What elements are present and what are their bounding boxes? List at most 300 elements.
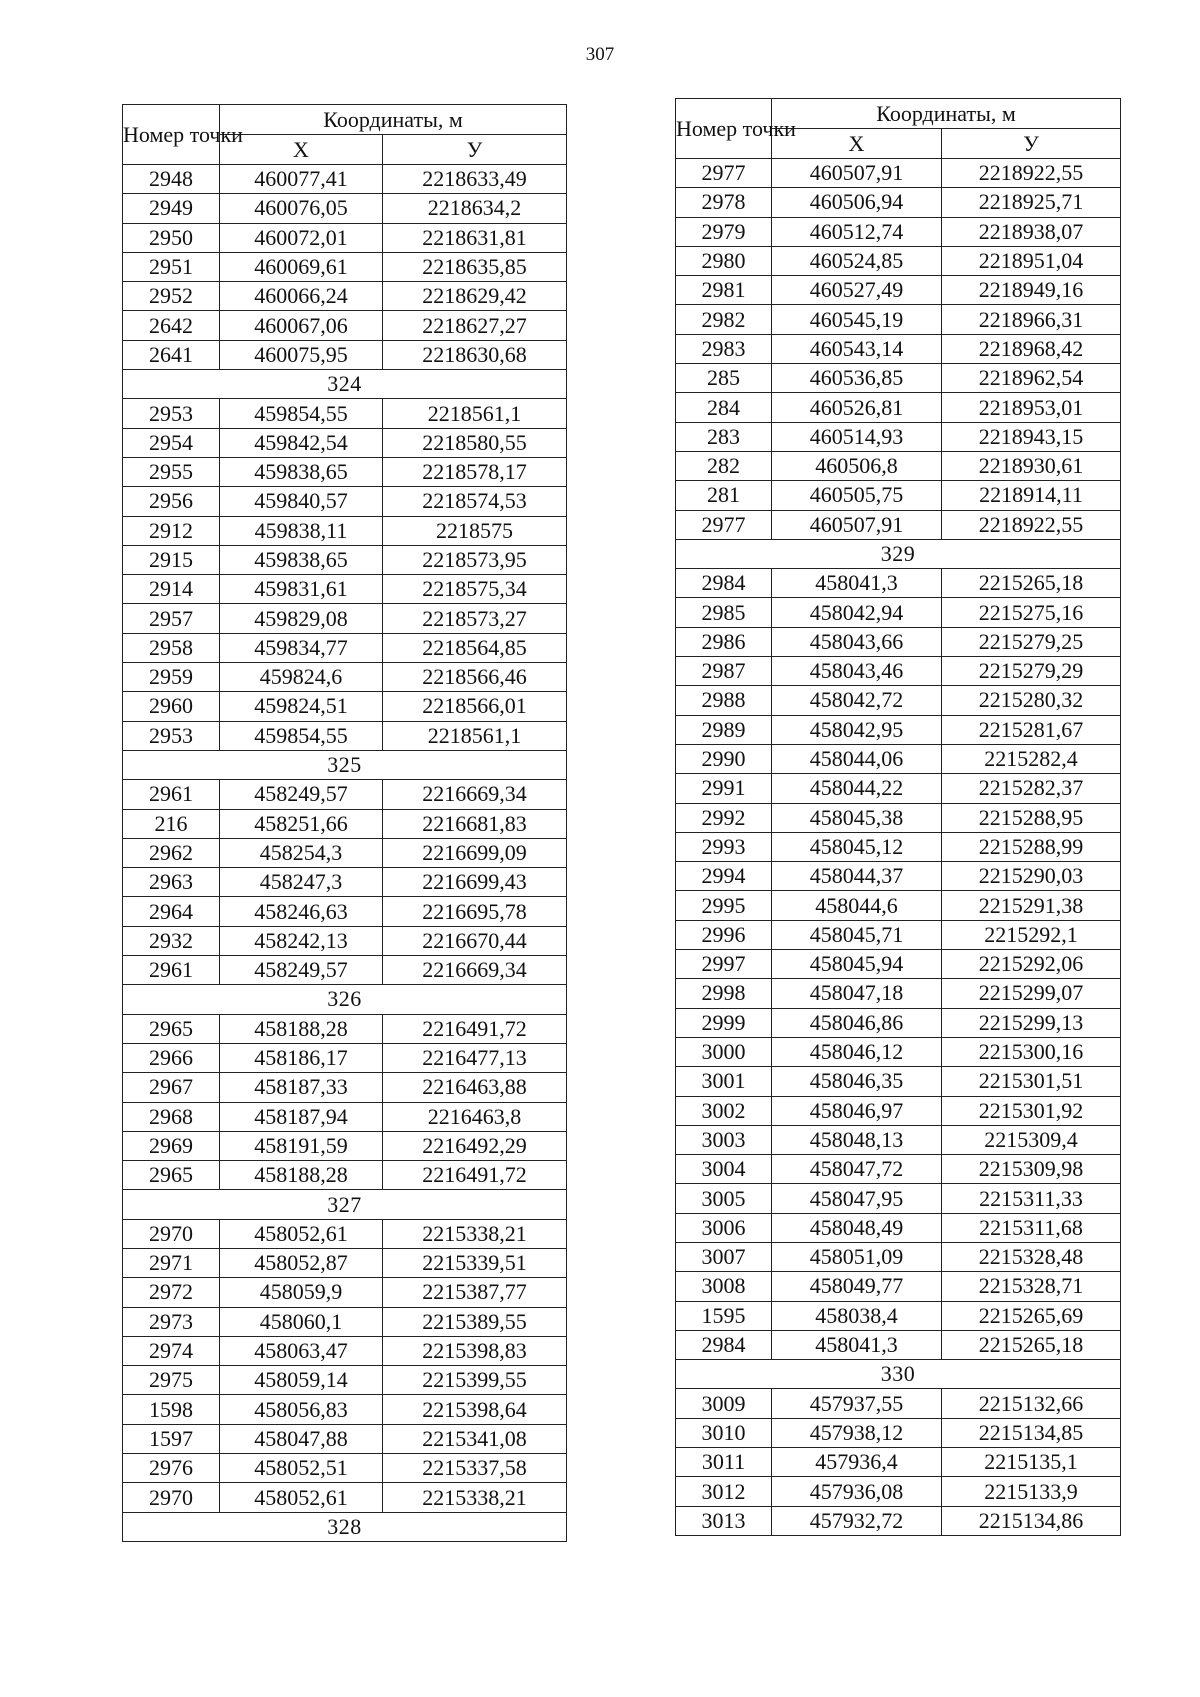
table-row — [123, 721, 567, 750]
table-row — [676, 803, 1121, 832]
section-row — [123, 985, 567, 1014]
section-number: 326 — [123, 985, 567, 1014]
y-coordinate: 2218951,04 — [942, 246, 1121, 275]
table-row — [676, 481, 1121, 510]
y-coordinate: 2215291,38 — [942, 891, 1121, 920]
point-number: 2953 — [123, 399, 220, 428]
table-row — [123, 809, 567, 838]
x-coordinate: 458046,12 — [772, 1037, 942, 1066]
table-row — [676, 1389, 1121, 1418]
y-coordinate: 2215328,71 — [942, 1272, 1121, 1301]
x-coordinate: 459824,6 — [220, 663, 383, 692]
point-number: 2949 — [123, 194, 220, 223]
point-number: 2977 — [676, 510, 772, 539]
point-number-header: Номер точки — [676, 99, 772, 159]
point-number: 3006 — [676, 1213, 772, 1242]
table-row — [123, 663, 567, 692]
point-number: 2951 — [123, 252, 220, 281]
point-number: 2963 — [123, 868, 220, 897]
x-coordinate: 458188,28 — [220, 1014, 383, 1043]
table-row — [676, 305, 1121, 334]
y-coordinate: 2218631,81 — [383, 223, 567, 252]
y-coordinate: 2215281,67 — [942, 715, 1121, 744]
x-coordinate: 458051,09 — [772, 1242, 942, 1271]
x-coordinate: 459838,11 — [220, 516, 383, 545]
x-coordinate: 457938,12 — [772, 1418, 942, 1447]
x-coordinate: 458052,87 — [220, 1248, 383, 1277]
table-row — [123, 1366, 567, 1395]
table-row — [123, 1161, 567, 1190]
point-number: 1598 — [123, 1395, 220, 1424]
y-coordinate: 2215279,25 — [942, 627, 1121, 656]
x-coordinate: 458049,77 — [772, 1272, 942, 1301]
x-coordinate: 458052,51 — [220, 1454, 383, 1483]
table-row — [676, 393, 1121, 422]
x-coordinate: 459831,61 — [220, 575, 383, 604]
y-coordinate: 2218938,07 — [942, 217, 1121, 246]
x-coordinate: 459854,55 — [220, 399, 383, 428]
section-number: 325 — [123, 750, 567, 779]
table-row — [123, 780, 567, 809]
x-coordinate: 460507,91 — [772, 159, 942, 188]
point-number: 2932 — [123, 926, 220, 955]
table-row — [676, 1037, 1121, 1066]
point-number: 2993 — [676, 832, 772, 861]
table-row — [676, 1125, 1121, 1154]
table-row — [123, 1102, 567, 1131]
y-coordinate: 2215292,06 — [942, 950, 1121, 979]
point-number: 2952 — [123, 282, 220, 311]
point-number: 2960 — [123, 692, 220, 721]
x-coordinate: 460507,91 — [772, 510, 942, 539]
x-coordinate: 458043,66 — [772, 627, 942, 656]
section-number: 329 — [676, 539, 1121, 568]
table-row — [676, 1272, 1121, 1301]
table-row — [676, 451, 1121, 480]
y-coordinate: 2218925,71 — [942, 188, 1121, 217]
table-row — [123, 1395, 567, 1424]
x-header: Х — [220, 135, 383, 165]
y-coordinate: 2215290,03 — [942, 862, 1121, 891]
table-row — [123, 545, 567, 574]
y-coordinate: 2215265,69 — [942, 1301, 1121, 1330]
x-coordinate: 457932,72 — [772, 1506, 942, 1535]
table-row — [123, 1307, 567, 1336]
x-coordinate: 458046,86 — [772, 1008, 942, 1037]
x-coordinate: 458045,12 — [772, 832, 942, 861]
x-coordinate: 458254,3 — [220, 838, 383, 867]
x-coordinate: 458042,72 — [772, 686, 942, 715]
point-number: 3009 — [676, 1389, 772, 1418]
x-coordinate: 458063,47 — [220, 1336, 383, 1365]
x-coordinate: 458042,95 — [772, 715, 942, 744]
y-coordinate: 2218573,95 — [383, 545, 567, 574]
table-row — [123, 897, 567, 926]
x-coordinate: 460526,81 — [772, 393, 942, 422]
x-coordinate: 458249,57 — [220, 956, 383, 985]
x-coordinate: 460514,93 — [772, 422, 942, 451]
table-row — [676, 1096, 1121, 1125]
table-row — [123, 604, 567, 633]
table-row — [123, 926, 567, 955]
point-number: 2990 — [676, 744, 772, 773]
y-coordinate: 2215398,64 — [383, 1395, 567, 1424]
x-coordinate: 458047,18 — [772, 979, 942, 1008]
point-number: 2994 — [676, 862, 772, 891]
table-row — [676, 569, 1121, 598]
table-row — [123, 633, 567, 662]
table-row — [123, 399, 567, 428]
point-number: 2983 — [676, 334, 772, 363]
y-coordinate: 2215292,1 — [942, 920, 1121, 949]
y-coordinate: 2216491,72 — [383, 1014, 567, 1043]
point-number: 3003 — [676, 1125, 772, 1154]
table-row — [123, 428, 567, 457]
y-coordinate: 2218635,85 — [383, 252, 567, 281]
point-number: 2955 — [123, 457, 220, 486]
y-header: У — [942, 129, 1121, 159]
table-row — [123, 692, 567, 721]
point-number: 2954 — [123, 428, 220, 457]
point-number: 2973 — [123, 1307, 220, 1336]
section-number: 327 — [123, 1190, 567, 1219]
x-coordinate: 458187,33 — [220, 1073, 383, 1102]
point-number: 2976 — [123, 1454, 220, 1483]
x-coordinate: 458059,14 — [220, 1366, 383, 1395]
table-row — [676, 188, 1121, 217]
y-coordinate: 2218949,16 — [942, 276, 1121, 305]
table-row — [676, 364, 1121, 393]
x-coordinate: 458044,37 — [772, 862, 942, 891]
x-coordinate: 458059,9 — [220, 1278, 383, 1307]
point-number: 285 — [676, 364, 772, 393]
table-row — [676, 920, 1121, 949]
point-number: 2965 — [123, 1014, 220, 1043]
point-number: 2984 — [676, 1330, 772, 1359]
x-coordinate: 458246,63 — [220, 897, 383, 926]
x-coordinate: 460067,06 — [220, 311, 383, 340]
point-number: 2992 — [676, 803, 772, 832]
point-number: 3002 — [676, 1096, 772, 1125]
x-coordinate: 458046,97 — [772, 1096, 942, 1125]
y-coordinate: 2215265,18 — [942, 569, 1121, 598]
table-row — [676, 950, 1121, 979]
y-coordinate: 2215328,48 — [942, 1242, 1121, 1271]
x-coordinate: 458247,3 — [220, 868, 383, 897]
y-coordinate: 2218564,85 — [383, 633, 567, 662]
point-number: 2958 — [123, 633, 220, 662]
x-coordinate: 460076,05 — [220, 194, 383, 223]
point-number: 2982 — [676, 305, 772, 334]
x-coordinate: 459834,77 — [220, 633, 383, 662]
y-coordinate: 2215134,85 — [942, 1418, 1121, 1447]
table-row — [676, 1155, 1121, 1184]
table-row — [676, 246, 1121, 275]
point-number: 2968 — [123, 1102, 220, 1131]
point-number: 2988 — [676, 686, 772, 715]
x-coordinate: 458047,95 — [772, 1184, 942, 1213]
table-row — [123, 1073, 567, 1102]
y-header: У — [383, 135, 567, 165]
point-number: 1597 — [123, 1424, 220, 1453]
table-row — [123, 165, 567, 194]
y-coordinate: 2218630,68 — [383, 340, 567, 369]
point-number: 3010 — [676, 1418, 772, 1447]
table-row — [676, 334, 1121, 363]
y-coordinate: 2215311,68 — [942, 1213, 1121, 1242]
x-coordinate: 460077,41 — [220, 165, 383, 194]
y-coordinate: 2215280,32 — [942, 686, 1121, 715]
x-coordinate: 458044,22 — [772, 774, 942, 803]
y-coordinate: 2216669,34 — [383, 956, 567, 985]
x-coordinate: 458043,46 — [772, 657, 942, 686]
y-coordinate: 2215132,66 — [942, 1389, 1121, 1418]
point-number: 3011 — [676, 1448, 772, 1477]
x-coordinate: 457936,08 — [772, 1477, 942, 1506]
x-coordinate: 459824,51 — [220, 692, 383, 721]
table-row — [123, 194, 567, 223]
point-number: 3007 — [676, 1242, 772, 1271]
table-row — [676, 715, 1121, 744]
table-row — [676, 1242, 1121, 1271]
table-row — [676, 1213, 1121, 1242]
x-coordinate: 458187,94 — [220, 1102, 383, 1131]
table-row — [676, 1506, 1121, 1535]
x-coordinate: 458041,3 — [772, 569, 942, 598]
section-row — [123, 750, 567, 779]
x-coordinate: 460545,19 — [772, 305, 942, 334]
x-coordinate: 458186,17 — [220, 1043, 383, 1072]
y-coordinate: 2218575,34 — [383, 575, 567, 604]
y-coordinate: 2218930,61 — [942, 451, 1121, 480]
point-number: 2985 — [676, 598, 772, 627]
y-coordinate: 2215133,9 — [942, 1477, 1121, 1506]
point-number: 2965 — [123, 1161, 220, 1190]
x-coordinate: 459838,65 — [220, 545, 383, 574]
x-coordinate: 458052,61 — [220, 1483, 383, 1512]
point-number: 2971 — [123, 1248, 220, 1277]
table-row — [123, 282, 567, 311]
table-row — [123, 1483, 567, 1512]
table-row — [123, 1336, 567, 1365]
table-row — [676, 1301, 1121, 1330]
x-coordinate: 458242,13 — [220, 926, 383, 955]
y-coordinate: 2215398,83 — [383, 1336, 567, 1365]
point-number: 2981 — [676, 276, 772, 305]
table-row — [123, 956, 567, 985]
y-coordinate: 2218914,11 — [942, 481, 1121, 510]
section-number: 328 — [123, 1512, 567, 1541]
x-coordinate: 460536,85 — [772, 364, 942, 393]
point-number: 3004 — [676, 1155, 772, 1184]
point-number: 2974 — [123, 1336, 220, 1365]
x-coordinate: 459829,08 — [220, 604, 383, 633]
coordinates-header: Координаты, м — [220, 105, 567, 135]
point-number: 2972 — [123, 1278, 220, 1307]
y-coordinate: 2216492,29 — [383, 1131, 567, 1160]
table-row — [123, 1014, 567, 1043]
point-number: 2970 — [123, 1219, 220, 1248]
y-coordinate: 2215282,4 — [942, 744, 1121, 773]
y-coordinate: 2215339,51 — [383, 1248, 567, 1277]
section-row — [123, 1190, 567, 1219]
point-number: 2966 — [123, 1043, 220, 1072]
x-coordinate: 458047,72 — [772, 1155, 942, 1184]
x-coordinate: 458048,13 — [772, 1125, 942, 1154]
section-number: 324 — [123, 370, 567, 399]
table-row — [123, 1248, 567, 1277]
point-number: 2948 — [123, 165, 220, 194]
y-coordinate: 2215288,99 — [942, 832, 1121, 861]
y-coordinate: 2218953,01 — [942, 393, 1121, 422]
point-number: 2642 — [123, 311, 220, 340]
table-row — [676, 598, 1121, 627]
y-coordinate: 2215299,13 — [942, 1008, 1121, 1037]
point-number: 2997 — [676, 950, 772, 979]
y-coordinate: 2215311,33 — [942, 1184, 1121, 1213]
table-row — [676, 744, 1121, 773]
table-row — [676, 1008, 1121, 1037]
y-coordinate: 2218574,53 — [383, 487, 567, 516]
y-coordinate: 2216681,83 — [383, 809, 567, 838]
point-number: 2991 — [676, 774, 772, 803]
point-number: 2977 — [676, 159, 772, 188]
table-row — [676, 217, 1121, 246]
x-coordinate: 460069,61 — [220, 252, 383, 281]
table-row — [676, 862, 1121, 891]
table-row — [123, 868, 567, 897]
point-number: 3013 — [676, 1506, 772, 1535]
point-number: 3001 — [676, 1067, 772, 1096]
table-row — [123, 1278, 567, 1307]
table-row — [676, 1184, 1121, 1213]
coordinates-header: Координаты, м — [772, 99, 1121, 129]
y-coordinate: 2218566,01 — [383, 692, 567, 721]
x-coordinate: 459838,65 — [220, 457, 383, 486]
table-row — [676, 627, 1121, 656]
y-coordinate: 2218573,27 — [383, 604, 567, 633]
x-coordinate: 458045,71 — [772, 920, 942, 949]
point-number: 284 — [676, 393, 772, 422]
section-row — [676, 539, 1121, 568]
y-coordinate: 2216695,78 — [383, 897, 567, 926]
y-coordinate: 2218943,15 — [942, 422, 1121, 451]
x-coordinate: 458056,83 — [220, 1395, 383, 1424]
table-row — [676, 832, 1121, 861]
table-row — [676, 276, 1121, 305]
x-header: Х — [772, 129, 942, 159]
page-number: 307 — [585, 44, 615, 65]
y-coordinate: 2218578,17 — [383, 457, 567, 486]
y-coordinate: 2218633,49 — [383, 165, 567, 194]
table-row — [123, 1454, 567, 1483]
y-coordinate: 2215389,55 — [383, 1307, 567, 1336]
x-coordinate: 458046,35 — [772, 1067, 942, 1096]
y-coordinate: 2215282,37 — [942, 774, 1121, 803]
point-number: 3005 — [676, 1184, 772, 1213]
x-coordinate: 460506,94 — [772, 188, 942, 217]
table-row — [676, 1448, 1121, 1477]
x-coordinate: 458060,1 — [220, 1307, 383, 1336]
point-number: 3012 — [676, 1477, 772, 1506]
point-number: 2979 — [676, 217, 772, 246]
y-coordinate: 2218966,31 — [942, 305, 1121, 334]
table-row — [123, 516, 567, 545]
x-coordinate: 458042,94 — [772, 598, 942, 627]
x-coordinate: 460505,75 — [772, 481, 942, 510]
x-coordinate: 458249,57 — [220, 780, 383, 809]
y-coordinate: 2215399,55 — [383, 1366, 567, 1395]
point-number: 2998 — [676, 979, 772, 1008]
x-coordinate: 457936,4 — [772, 1448, 942, 1477]
coordinates-table-left — [122, 104, 567, 1542]
x-coordinate: 458047,88 — [220, 1424, 383, 1453]
point-number: 2959 — [123, 663, 220, 692]
table-row — [123, 1219, 567, 1248]
x-coordinate: 458191,59 — [220, 1131, 383, 1160]
table-row — [676, 979, 1121, 1008]
point-number: 281 — [676, 481, 772, 510]
y-coordinate: 2218627,27 — [383, 311, 567, 340]
x-coordinate: 460524,85 — [772, 246, 942, 275]
x-coordinate: 458044,06 — [772, 744, 942, 773]
section-number: 330 — [676, 1360, 1121, 1389]
point-number: 2978 — [676, 188, 772, 217]
point-number: 2989 — [676, 715, 772, 744]
y-coordinate: 2218580,55 — [383, 428, 567, 457]
table-row — [676, 657, 1121, 686]
point-number: 2962 — [123, 838, 220, 867]
table-row — [676, 1330, 1121, 1359]
point-number: 2970 — [123, 1483, 220, 1512]
table-row — [676, 774, 1121, 803]
y-coordinate: 2215338,21 — [383, 1219, 567, 1248]
x-coordinate: 459854,55 — [220, 721, 383, 750]
table-row — [123, 487, 567, 516]
y-coordinate: 2218575 — [383, 516, 567, 545]
point-number: 2964 — [123, 897, 220, 926]
table-row — [676, 159, 1121, 188]
y-coordinate: 2215309,4 — [942, 1125, 1121, 1154]
y-coordinate: 2218968,42 — [942, 334, 1121, 363]
x-coordinate: 460066,24 — [220, 282, 383, 311]
y-coordinate: 2215387,77 — [383, 1278, 567, 1307]
section-row — [676, 1360, 1121, 1389]
point-number: 2969 — [123, 1131, 220, 1160]
y-coordinate: 2218566,46 — [383, 663, 567, 692]
point-number: 2967 — [123, 1073, 220, 1102]
x-coordinate: 458052,61 — [220, 1219, 383, 1248]
point-number: 216 — [123, 809, 220, 838]
y-coordinate: 2215288,95 — [942, 803, 1121, 832]
point-number: 3008 — [676, 1272, 772, 1301]
point-number: 2980 — [676, 246, 772, 275]
x-coordinate: 458044,6 — [772, 891, 942, 920]
table-row — [123, 838, 567, 867]
table-row — [676, 686, 1121, 715]
y-coordinate: 2215341,08 — [383, 1424, 567, 1453]
point-number: 2912 — [123, 516, 220, 545]
table-row — [676, 510, 1121, 539]
y-coordinate: 2215301,51 — [942, 1067, 1121, 1096]
x-coordinate: 458048,49 — [772, 1213, 942, 1242]
y-coordinate: 2218922,55 — [942, 159, 1121, 188]
y-coordinate: 2215134,86 — [942, 1506, 1121, 1535]
y-coordinate: 2215279,29 — [942, 657, 1121, 686]
point-number-header: Номер точки — [123, 105, 220, 165]
x-coordinate: 458041,3 — [772, 1330, 942, 1359]
y-coordinate: 2215299,07 — [942, 979, 1121, 1008]
